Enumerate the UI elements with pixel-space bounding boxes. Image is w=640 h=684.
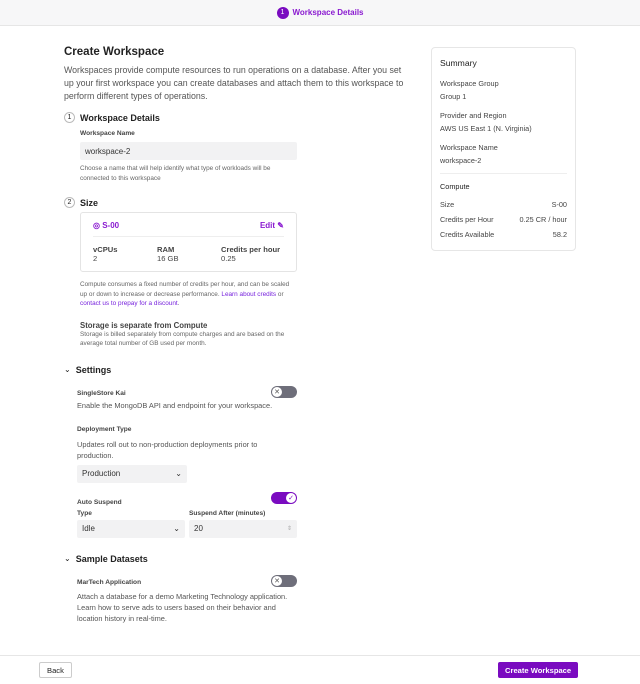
type-select[interactable]: Idle ⌄ bbox=[77, 520, 185, 538]
chevron-down-icon: ⌄ bbox=[175, 469, 182, 478]
auto-suspend-label: Auto Suspend bbox=[77, 498, 122, 506]
deployment-select[interactable]: Production ⌄ bbox=[77, 465, 187, 483]
section-details-header bbox=[64, 112, 404, 123]
group-label: Workspace Group bbox=[440, 79, 499, 88]
size-card bbox=[80, 212, 297, 272]
chevron-down-icon: ⌄ bbox=[64, 365, 71, 374]
storage-title: Storage is separate from Compute bbox=[80, 320, 208, 330]
storage-help: Storage is billed separately from compute charges and are based on the average total number of GB used per month. bbox=[80, 330, 285, 347]
chevron-down-icon: ⌄ bbox=[173, 524, 180, 533]
spinner-icon[interactable]: ⇕ bbox=[286, 526, 292, 532]
suspend-after-label: Suspend After (minutes) bbox=[189, 509, 266, 517]
region-label: Provider and Region bbox=[440, 111, 507, 120]
pencil-icon: ✎ bbox=[277, 221, 284, 230]
datasets-header[interactable] bbox=[64, 554, 404, 564]
x-icon: ✕ bbox=[272, 576, 282, 586]
section-size-header bbox=[64, 197, 404, 208]
type-label: Type bbox=[77, 509, 92, 517]
back-button[interactable]: Back bbox=[39, 662, 72, 678]
chip-icon: ◎ bbox=[93, 221, 100, 230]
stepper bbox=[0, 0, 640, 26]
suspend-after-input[interactable]: 20 ⇕ bbox=[189, 520, 297, 538]
deployment-label: Deployment Type bbox=[77, 425, 132, 433]
footer bbox=[0, 655, 640, 684]
name-value: workspace-2 bbox=[440, 156, 482, 165]
credits-label: Credits per hour bbox=[221, 245, 281, 254]
summary-row: Credits Available 58.2 bbox=[440, 230, 567, 239]
name-label: Workspace Name bbox=[440, 143, 498, 152]
learn-credits-link[interactable]: Learn about credits bbox=[221, 290, 277, 298]
kai-label: SingleStore Kai bbox=[77, 389, 126, 397]
datasets-title: Sample Datasets bbox=[75, 553, 148, 564]
section-title: Workspace Details bbox=[80, 112, 160, 123]
workspace-name-label: Workspace Name bbox=[80, 130, 135, 137]
compute-help: Compute consumes a fixed number of credits per hour, and can be scaled up or down to increase or decrease performance. Learn about credits or contact us to prepay for a discount. bbox=[80, 281, 290, 307]
ram-value: 16 GB bbox=[157, 254, 179, 263]
summary-row: Credits per Hour 0.25 CR / hour bbox=[440, 215, 567, 224]
ram-label: RAM bbox=[157, 245, 175, 254]
contact-us-link[interactable]: contact us to prepay for a discount bbox=[80, 300, 178, 307]
workspace-name-input[interactable]: workspace-2 bbox=[80, 142, 297, 160]
page-title: Create Workspace bbox=[64, 46, 165, 58]
edit-size-button[interactable]: Edit ✎ bbox=[259, 221, 284, 230]
page-intro: Workspaces provide compute resources to run operations on a database. After you set up your first workspace you can create databases and attach them to this workspace to perform different types of operations. bbox=[64, 65, 404, 101]
martech-toggle[interactable] bbox=[271, 575, 297, 587]
compute-title: Compute bbox=[440, 173, 567, 191]
vcpu-label: vCPUs bbox=[93, 245, 118, 254]
auto-suspend-toggle[interactable] bbox=[271, 492, 297, 504]
main-form bbox=[64, 46, 404, 624]
summary-title: Summary bbox=[440, 58, 477, 68]
step-number: 1 bbox=[277, 7, 289, 19]
section-number: 1 bbox=[64, 112, 75, 123]
workspace-name-help: Choose a name that will help identify what type of workloads will be connected to this workspace bbox=[80, 165, 271, 182]
x-icon: ✕ bbox=[272, 387, 282, 397]
deployment-desc: Updates roll out to non-production deployments prior to production. bbox=[77, 439, 258, 460]
region-value: AWS US East 1 (N. Virginia) bbox=[440, 124, 532, 133]
summary-row: Size S-00 bbox=[440, 200, 567, 209]
create-workspace-button[interactable]: Create Workspace bbox=[498, 662, 578, 678]
martech-label: MarTech Application bbox=[77, 578, 142, 586]
section-number: 2 bbox=[64, 197, 75, 208]
chevron-down-icon: ⌄ bbox=[64, 554, 71, 563]
vcpu-value: 2 bbox=[93, 254, 98, 263]
settings-header[interactable] bbox=[64, 365, 404, 375]
summary-panel bbox=[431, 47, 576, 251]
martech-desc: Attach a database for a demo Marketing Technology application. Learn how to serve ads to users based on their behavior and location history in real-time. bbox=[77, 591, 288, 623]
check-icon: ✓ bbox=[286, 493, 296, 503]
selected-size: S-00 bbox=[102, 221, 120, 230]
credits-value: 0.25 bbox=[221, 254, 236, 263]
kai-desc: Enable the MongoDB API and endpoint for your workspace. bbox=[77, 400, 273, 410]
settings-title: Settings bbox=[75, 364, 112, 375]
kai-toggle[interactable] bbox=[271, 386, 297, 398]
step-label: Workspace Details bbox=[292, 8, 364, 17]
group-value: Group 1 bbox=[440, 92, 467, 101]
section-title: Size bbox=[80, 197, 99, 208]
